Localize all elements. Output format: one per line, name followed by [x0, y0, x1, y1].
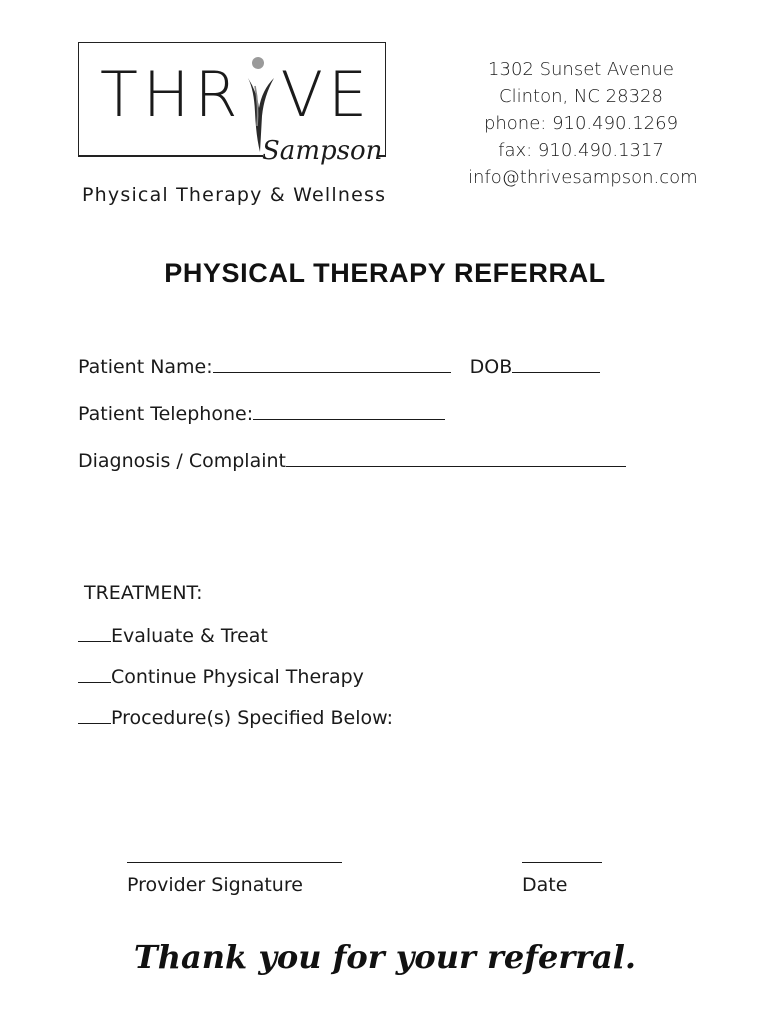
email-address: info@thrivesampson.com — [468, 167, 698, 188]
procedures-checkbox[interactable] — [78, 706, 111, 724]
treatment-heading: TREATMENT: — [84, 582, 203, 604]
treatment-option-label: Continue Physical Therapy — [111, 666, 364, 688]
logo-wordmark — [100, 58, 373, 131]
street-address: 1302 Sunset Avenue — [488, 59, 674, 80]
dob-label: DOB — [469, 356, 513, 378]
evaluate-treat-checkbox[interactable] — [78, 624, 111, 642]
logo-script: Sampson — [262, 136, 383, 166]
logo-tagline: Physical Therapy & Wellness — [82, 184, 387, 206]
treatment-option-label: Evaluate & Treat — [111, 625, 268, 647]
patient-telephone-row — [78, 401, 445, 424]
city-state-zip: Clinton, NC 28328 — [499, 86, 663, 107]
date-label: Date — [522, 874, 568, 896]
patient-telephone-field[interactable] — [253, 401, 445, 420]
diagnosis-label: Diagnosis / Complaint — [78, 450, 286, 472]
treatment-option-label: Procedure(s) Specified Below: — [111, 707, 394, 729]
closing-message: Thank you for your referral. — [133, 938, 637, 976]
treatment-option — [78, 665, 364, 688]
treatment-option — [78, 624, 268, 647]
patient-name-row — [78, 354, 600, 377]
diagnosis-row — [78, 448, 626, 471]
patient-telephone-label: Patient Telephone: — [78, 403, 254, 425]
contact-block — [468, 56, 698, 191]
continue-therapy-checkbox[interactable] — [78, 665, 111, 683]
patient-name-label: Patient Name: — [78, 356, 213, 378]
patient-name-field[interactable] — [213, 354, 451, 373]
dob-field[interactable] — [512, 354, 600, 373]
logo-word-left: THR — [100, 58, 243, 131]
date-field[interactable] — [522, 862, 602, 863]
fax-number: fax: 910.490.1317 — [498, 140, 664, 161]
provider-signature-label: Provider Signature — [127, 874, 303, 896]
logo-underline — [78, 155, 263, 157]
provider-signature-field[interactable] — [127, 862, 342, 863]
logo-word-right: VE — [280, 58, 373, 131]
treatment-option — [78, 706, 393, 729]
diagnosis-field[interactable] — [286, 448, 626, 467]
form-title: PHYSICAL THERAPY REFERRAL — [164, 258, 606, 288]
phone-number: phone: 910.490.1269 — [483, 113, 679, 134]
